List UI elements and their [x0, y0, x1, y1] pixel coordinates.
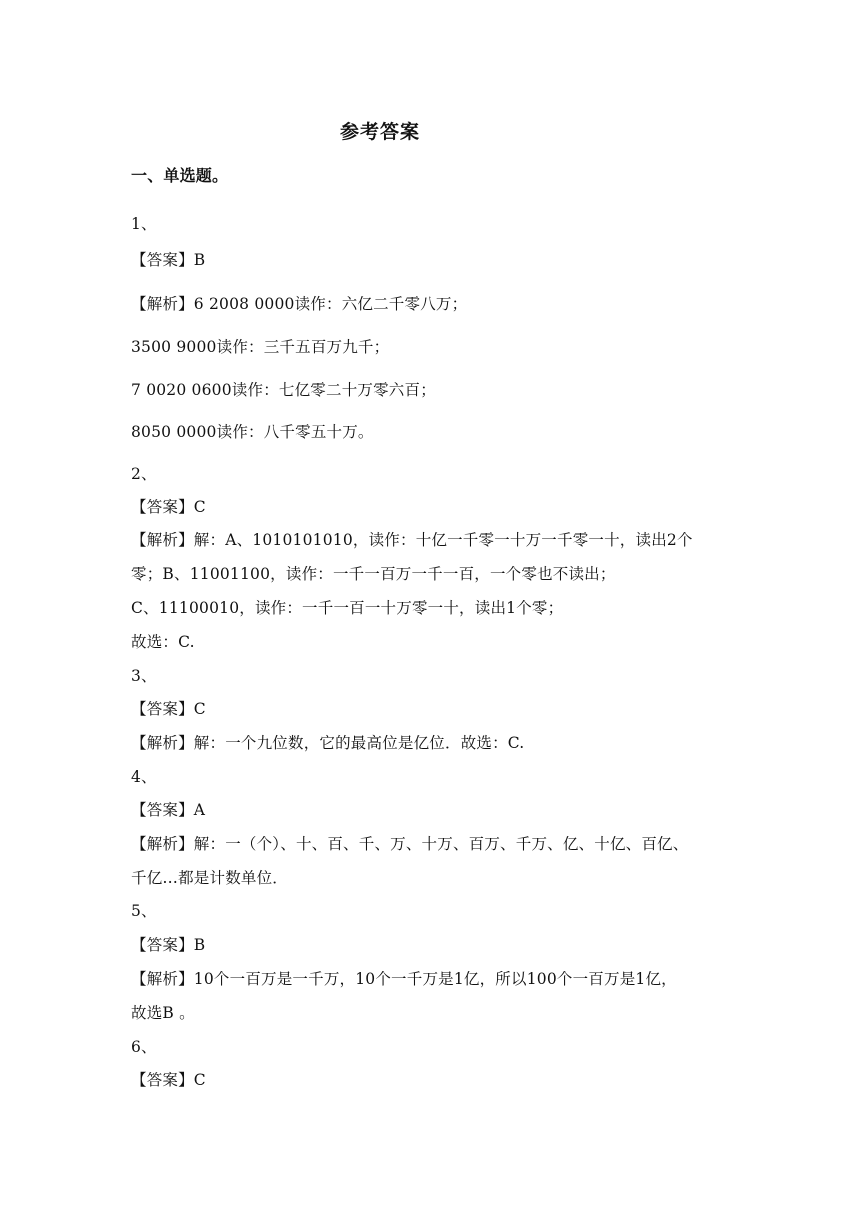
answer-line: 【答案】A: [131, 801, 206, 819]
explanation-line: 【解析】10个一百万是一千万，10个一千万是1亿，所以100个一百万是1亿，: [131, 970, 677, 988]
explanation-line: 【解析】解：一（个）、十、百、千、万、十万、百万、千万、亿、十亿、百亿、: [131, 835, 689, 853]
question-number: 5、: [131, 902, 157, 920]
question-number: 4、: [131, 768, 157, 786]
question-number: 2、: [131, 465, 157, 483]
answer-line: 【答案】C: [131, 498, 206, 516]
explanation-line: 故选：C.: [131, 633, 195, 651]
explanation-line: 7 0020 0600读作：七亿零二十万零六百；: [131, 381, 436, 399]
question-number: 3、: [131, 667, 157, 685]
explanation-line: 千亿…都是计数单位．: [131, 869, 289, 887]
answer-line: 【答案】B: [131, 936, 206, 954]
explanation-line: 【解析】6 2008 0000读作：六亿二千零八万；: [131, 295, 468, 313]
question-number: 6、: [131, 1038, 157, 1056]
explanation-line: 【解析】解：A、1010101010，读作：十亿一千零一十万一千零一十，读出2个: [131, 531, 693, 549]
question-number: 1、: [131, 215, 157, 233]
page-title: 参考答案: [339, 121, 420, 143]
explanation-line: 零；B、11001100，读作：一千一百万一千一百，一个零也不读出；: [131, 565, 616, 583]
answer-line: 【答案】C: [131, 1071, 206, 1089]
explanation-line: C、11100010，读作：一千一百一十万零一十，读出1个零；: [131, 599, 564, 617]
answer-line: 【答案】B: [131, 251, 206, 269]
explanation-line: 故选B 。: [131, 1004, 195, 1022]
explanation-line: 3500 9000读作：三千五百万九千；: [131, 338, 390, 356]
explanation-line: 8050 0000读作：八千零五十万。: [131, 423, 374, 441]
section-heading: 一、单选题。: [131, 166, 229, 185]
explanation-line: 【解析】解：一个九位数，它的最高位是亿位．故选：C.: [131, 734, 525, 752]
answer-line: 【答案】C: [131, 700, 206, 718]
